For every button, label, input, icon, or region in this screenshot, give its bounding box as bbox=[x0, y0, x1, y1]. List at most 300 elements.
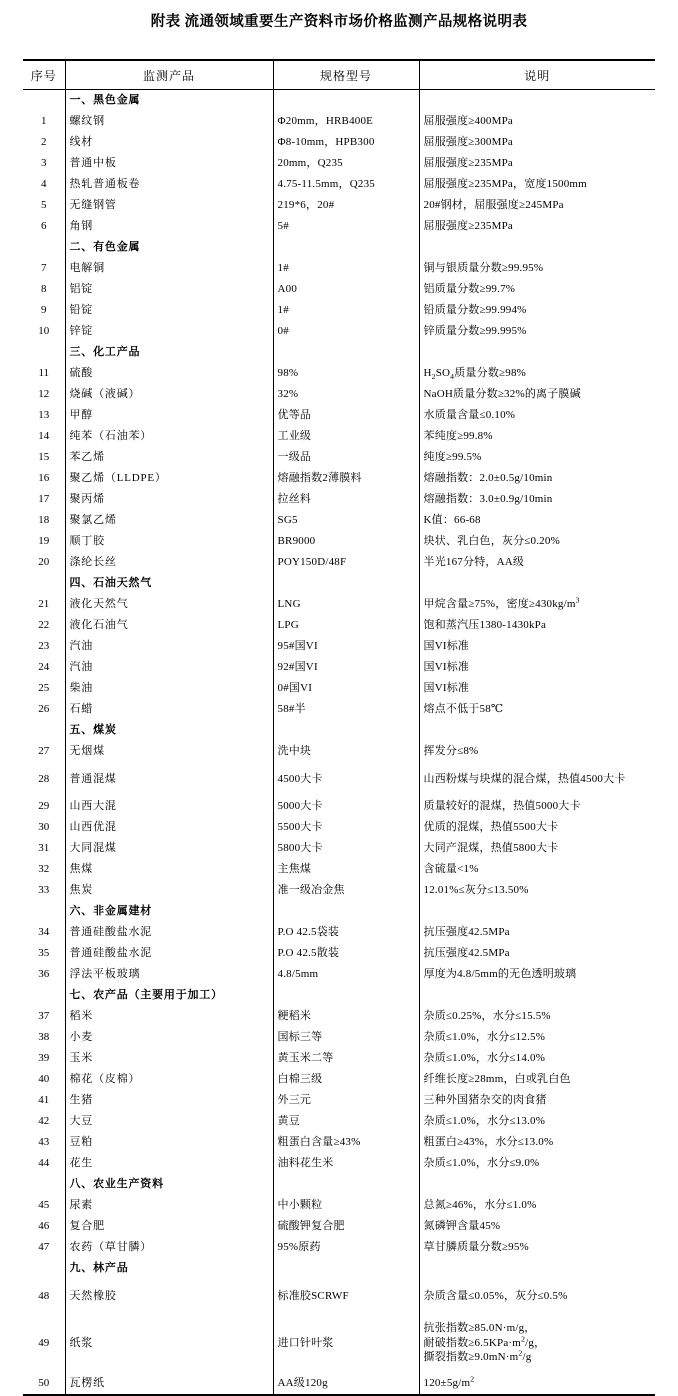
product-name: 柴油 bbox=[65, 678, 273, 699]
table-row bbox=[23, 699, 655, 720]
row-number: 37 bbox=[23, 1006, 65, 1027]
table-row bbox=[23, 1069, 655, 1090]
section-row-spec-cell bbox=[273, 720, 419, 741]
product-name: 棉花（皮棉） bbox=[65, 1069, 273, 1090]
row-number: 24 bbox=[23, 657, 65, 678]
section-title: 九、林产品 bbox=[65, 1258, 273, 1279]
section-row-no-cell bbox=[23, 1174, 65, 1195]
product-spec: 熔融指数2薄膜料 bbox=[273, 468, 419, 489]
product-name: 豆粕 bbox=[65, 1132, 273, 1153]
product-name: 天然橡胶 bbox=[65, 1279, 273, 1313]
product-description: 抗压强度42.5MPa bbox=[419, 943, 655, 964]
table-row bbox=[23, 615, 655, 636]
table-row bbox=[23, 132, 655, 153]
product-description: $120\pm 5g/m^2$ bbox=[419, 1373, 655, 1395]
product-description: 铝质量分数≥99.7% bbox=[419, 279, 655, 300]
product-name: 普通混煤 bbox=[65, 762, 273, 796]
table-row bbox=[23, 817, 655, 838]
product-spec: 4.8/5mm bbox=[273, 964, 419, 985]
product-spec: 0#国VI bbox=[273, 678, 419, 699]
row-number: 5 bbox=[23, 195, 65, 216]
product-name: 焦煤 bbox=[65, 859, 273, 880]
product-name: 甲醇 bbox=[65, 405, 273, 426]
product-spec: 1# bbox=[273, 258, 419, 279]
section-row-spec-cell bbox=[273, 1258, 419, 1279]
table-row bbox=[23, 922, 655, 943]
page-title: 附表 流通领域重要生产资料市场价格监测产品规格说明表 bbox=[150, 14, 528, 30]
product-spec: Φ8-10mm，HPB300 bbox=[273, 132, 419, 153]
product-name: 螺纹钢 bbox=[65, 111, 273, 132]
table-row bbox=[23, 1313, 655, 1373]
table-row bbox=[23, 174, 655, 195]
section-title: 一、黑色金属 bbox=[65, 90, 273, 112]
product-spec: 0# bbox=[273, 321, 419, 342]
column-header-no: 序号 bbox=[23, 60, 65, 90]
product-name: 普通硅酸盐水泥 bbox=[65, 922, 273, 943]
table-row bbox=[23, 468, 655, 489]
product-description: 铅质量分数≥99.994% bbox=[419, 300, 655, 321]
product-spec: 219*6，20# bbox=[273, 195, 419, 216]
product-spec: 32% bbox=[273, 384, 419, 405]
product-description: 杂质≤0.25%，水分≤15.5% bbox=[419, 1006, 655, 1027]
product-spec: 20mm，Q235 bbox=[273, 153, 419, 174]
product-description: 熔点不低于58℃ bbox=[419, 699, 655, 720]
table-row bbox=[23, 300, 655, 321]
section-row-spec-cell bbox=[273, 90, 419, 112]
product-name: 浮法平板玻璃 bbox=[65, 964, 273, 985]
product-spec: 优等品 bbox=[273, 405, 419, 426]
row-number: 47 bbox=[23, 1237, 65, 1258]
row-number: 11 bbox=[23, 363, 65, 384]
product-description: 抗压强度42.5MPa bbox=[419, 922, 655, 943]
row-number: 2 bbox=[23, 132, 65, 153]
product-name: 山西优混 bbox=[65, 817, 273, 838]
product-name: 线材 bbox=[65, 132, 273, 153]
product-name: 电解铜 bbox=[65, 258, 273, 279]
product-description: K值：66-68 bbox=[419, 510, 655, 531]
table-row bbox=[23, 426, 655, 447]
section-header-row bbox=[23, 720, 655, 741]
row-number: 36 bbox=[23, 964, 65, 985]
table-row bbox=[23, 384, 655, 405]
section-row-desc-cell bbox=[419, 901, 655, 922]
section-row-no-cell bbox=[23, 342, 65, 363]
section-title: 五、煤炭 bbox=[65, 720, 273, 741]
table-row bbox=[23, 552, 655, 573]
product-description: 大同产混煤，热值5800大卡 bbox=[419, 838, 655, 859]
table-row bbox=[23, 489, 655, 510]
section-header-row bbox=[23, 90, 655, 112]
row-number: 16 bbox=[23, 468, 65, 489]
product-description: 三种外国猪杂交的肉食猪 bbox=[419, 1090, 655, 1111]
row-number: 50 bbox=[23, 1373, 65, 1395]
section-header-row bbox=[23, 237, 655, 258]
section-header-row bbox=[23, 1258, 655, 1279]
product-spec: 主焦煤 bbox=[273, 859, 419, 880]
product-spec: 58#半 bbox=[273, 699, 419, 720]
row-number: 29 bbox=[23, 796, 65, 817]
product-name: 普通硅酸盐水泥 bbox=[65, 943, 273, 964]
table-row bbox=[23, 216, 655, 237]
section-row-desc-cell bbox=[419, 1174, 655, 1195]
row-number: 18 bbox=[23, 510, 65, 531]
row-number: 4 bbox=[23, 174, 65, 195]
section-row-desc-cell bbox=[419, 985, 655, 1006]
product-spec: 5000大卡 bbox=[273, 796, 419, 817]
table-row bbox=[23, 657, 655, 678]
table-row bbox=[23, 1048, 655, 1069]
section-title: 八、农业生产资料 bbox=[65, 1174, 273, 1195]
product-name: 石蜡 bbox=[65, 699, 273, 720]
product-spec: 95%原药 bbox=[273, 1237, 419, 1258]
product-name: 大豆 bbox=[65, 1111, 273, 1132]
table-row bbox=[23, 111, 655, 132]
spec-table-container bbox=[23, 59, 655, 1396]
table-row bbox=[23, 153, 655, 174]
product-spec: 1# bbox=[273, 300, 419, 321]
product-name: 汽油 bbox=[65, 636, 273, 657]
product-spec: 粳稻米 bbox=[273, 1006, 419, 1027]
product-spec: 硫酸钾复合肥 bbox=[273, 1216, 419, 1237]
product-spec: 外三元 bbox=[273, 1090, 419, 1111]
table-row bbox=[23, 636, 655, 657]
table-row bbox=[23, 964, 655, 985]
section-title: 二、有色金属 bbox=[65, 237, 273, 258]
section-row-no-cell bbox=[23, 90, 65, 112]
section-row-spec-cell bbox=[273, 573, 419, 594]
table-row bbox=[23, 678, 655, 699]
table-row bbox=[23, 741, 655, 762]
table-row bbox=[23, 531, 655, 552]
product-description: 总氮≥46%，水分≤1.0% bbox=[419, 1195, 655, 1216]
product-description: 含硫量<1% bbox=[419, 859, 655, 880]
product-description: 屈服强度≥235MPa bbox=[419, 153, 655, 174]
row-number: 46 bbox=[23, 1216, 65, 1237]
section-row-no-cell bbox=[23, 573, 65, 594]
product-name: 液化天然气 bbox=[65, 594, 273, 615]
product-description: 水质量含量≤0.10% bbox=[419, 405, 655, 426]
product-name: 复合肥 bbox=[65, 1216, 273, 1237]
product-spec: 油料花生米 bbox=[273, 1153, 419, 1174]
row-number: 33 bbox=[23, 880, 65, 901]
product-description: 铜与银质量分数≥99.95% bbox=[419, 258, 655, 279]
product-description: 屈服强度≥400MPa bbox=[419, 111, 655, 132]
table-row bbox=[23, 838, 655, 859]
table-row bbox=[23, 447, 655, 468]
row-number: 22 bbox=[23, 615, 65, 636]
row-number: 41 bbox=[23, 1090, 65, 1111]
product-name: 烧碱（液碱） bbox=[65, 384, 273, 405]
section-row-desc-cell bbox=[419, 90, 655, 112]
product-description: 杂质≤1.0%，水分≤14.0% bbox=[419, 1048, 655, 1069]
product-name: 生猪 bbox=[65, 1090, 273, 1111]
product-spec: 进口针叶浆 bbox=[273, 1313, 419, 1373]
product-spec: 5800大卡 bbox=[273, 838, 419, 859]
product-description: 杂质含量≤0.05%，灰分≤0.5% bbox=[419, 1279, 655, 1313]
product-name: 无缝钢管 bbox=[65, 195, 273, 216]
table-row bbox=[23, 1216, 655, 1237]
product-spec: Φ20mm，HRB400E bbox=[273, 111, 419, 132]
product-name: 焦炭 bbox=[65, 880, 273, 901]
section-header-row bbox=[23, 901, 655, 922]
row-number: 26 bbox=[23, 699, 65, 720]
row-number: 10 bbox=[23, 321, 65, 342]
row-number: 48 bbox=[23, 1279, 65, 1313]
row-number: 9 bbox=[23, 300, 65, 321]
product-name: 无烟煤 bbox=[65, 741, 273, 762]
product-spec: 标准胶SCRWF bbox=[273, 1279, 419, 1313]
product-spec: 4500大卡 bbox=[273, 762, 419, 796]
product-description: 抗张指数≥85.0N·m/g， 耐破指数$\ge 6.5KPa\cdot m^2/g$， 撕裂指数$\ge 9.0mN\cdot m^2/g$ bbox=[419, 1313, 655, 1373]
product-name: 农药（草甘膦） bbox=[65, 1237, 273, 1258]
section-header-row bbox=[23, 342, 655, 363]
table-row bbox=[23, 1195, 655, 1216]
table-row bbox=[23, 195, 655, 216]
product-spec: LPG bbox=[273, 615, 419, 636]
product-name: 硫酸 bbox=[65, 363, 273, 384]
product-description: 块状、乳白色，灰分≤0.20% bbox=[419, 531, 655, 552]
product-name: 苯乙烯 bbox=[65, 447, 273, 468]
row-number: 40 bbox=[23, 1069, 65, 1090]
section-row-desc-cell bbox=[419, 342, 655, 363]
product-description: 国VI标准 bbox=[419, 678, 655, 699]
product-spec: A00 bbox=[273, 279, 419, 300]
section-row-no-cell bbox=[23, 720, 65, 741]
row-number: 30 bbox=[23, 817, 65, 838]
product-spec: 黄玉米二等 bbox=[273, 1048, 419, 1069]
section-title: 六、非金属建材 bbox=[65, 901, 273, 922]
product-spec: LNG bbox=[273, 594, 419, 615]
product-name: 山西大混 bbox=[65, 796, 273, 817]
product-name: 铝锭 bbox=[65, 279, 273, 300]
product-spec: 一级品 bbox=[273, 447, 419, 468]
product-description: 质量较好的混煤，热值5000大卡 bbox=[419, 796, 655, 817]
product-description: 熔融指数：2.0±0.5g/10min bbox=[419, 468, 655, 489]
product-spec: P.O 42.5袋装 bbox=[273, 922, 419, 943]
section-row-desc-cell bbox=[419, 573, 655, 594]
section-row-no-cell bbox=[23, 901, 65, 922]
row-number: 38 bbox=[23, 1027, 65, 1048]
section-title: 三、化工产品 bbox=[65, 342, 273, 363]
table-row bbox=[23, 258, 655, 279]
product-name: 热轧普通板卷 bbox=[65, 174, 273, 195]
table-row bbox=[23, 1027, 655, 1048]
product-name: 汽油 bbox=[65, 657, 273, 678]
product-description: $H_2SO_4$质量分数≥98% bbox=[419, 363, 655, 384]
product-spec: 拉丝料 bbox=[273, 489, 419, 510]
product-spec: BR9000 bbox=[273, 531, 419, 552]
row-number: 3 bbox=[23, 153, 65, 174]
section-row-desc-cell bbox=[419, 720, 655, 741]
table-body bbox=[23, 90, 655, 1396]
product-description: 纯度≥99.5% bbox=[419, 447, 655, 468]
row-number: 20 bbox=[23, 552, 65, 573]
product-description: 氮磷钾含量45% bbox=[419, 1216, 655, 1237]
product-description: 挥发分≤8% bbox=[419, 741, 655, 762]
product-name: 玉米 bbox=[65, 1048, 273, 1069]
column-header-product: 监测产品 bbox=[65, 60, 273, 90]
table-header-row bbox=[23, 60, 655, 90]
section-row-no-cell bbox=[23, 1258, 65, 1279]
product-name: 顺丁胶 bbox=[65, 531, 273, 552]
section-title: 四、石油天然气 bbox=[65, 573, 273, 594]
product-description: 锌质量分数≥99.995% bbox=[419, 321, 655, 342]
table-row bbox=[23, 363, 655, 384]
product-description: 杂质≤1.0%，水分≤12.5% bbox=[419, 1027, 655, 1048]
product-spec: 工业级 bbox=[273, 426, 419, 447]
product-description: 厚度为4.8/5mm的无色透明玻璃 bbox=[419, 964, 655, 985]
section-row-spec-cell bbox=[273, 1174, 419, 1195]
product-description: 粗蛋白≥43%，水分≤13.0% bbox=[419, 1132, 655, 1153]
product-description: 屈服强度≥235MPa bbox=[419, 216, 655, 237]
product-spec: 5# bbox=[273, 216, 419, 237]
product-description: 纤维长度≥28mm，白或乳白色 bbox=[419, 1069, 655, 1090]
product-name: 涤纶长丝 bbox=[65, 552, 273, 573]
row-number: 13 bbox=[23, 405, 65, 426]
row-number: 34 bbox=[23, 922, 65, 943]
row-number: 25 bbox=[23, 678, 65, 699]
column-header-desc: 说明 bbox=[419, 60, 655, 90]
row-number: 21 bbox=[23, 594, 65, 615]
product-spec: P.O 42.5散装 bbox=[273, 943, 419, 964]
product-spec: 国标三等 bbox=[273, 1027, 419, 1048]
section-row-spec-cell bbox=[273, 342, 419, 363]
product-spec: 准一级冶金焦 bbox=[273, 880, 419, 901]
section-row-spec-cell bbox=[273, 985, 419, 1006]
row-number: 28 bbox=[23, 762, 65, 796]
product-description: 山西粉煤与块煤的混合煤，热值4500大卡 bbox=[419, 762, 655, 796]
table-row bbox=[23, 405, 655, 426]
product-name: 聚乙烯（LLDPE） bbox=[65, 468, 273, 489]
row-number: 23 bbox=[23, 636, 65, 657]
row-number: 45 bbox=[23, 1195, 65, 1216]
product-name: 锌锭 bbox=[65, 321, 273, 342]
table-row bbox=[23, 594, 655, 615]
product-name: 液化石油气 bbox=[65, 615, 273, 636]
section-row-no-cell bbox=[23, 985, 65, 1006]
row-number: 35 bbox=[23, 943, 65, 964]
product-description: 优质的混煤，热值5500大卡 bbox=[419, 817, 655, 838]
row-number: 14 bbox=[23, 426, 65, 447]
row-number: 42 bbox=[23, 1111, 65, 1132]
product-description: 饱和蒸汽压1380-1430kPa bbox=[419, 615, 655, 636]
product-name: 瓦楞纸 bbox=[65, 1373, 273, 1395]
section-header-row bbox=[23, 573, 655, 594]
product-name: 纸浆 bbox=[65, 1313, 273, 1373]
product-name: 尿素 bbox=[65, 1195, 273, 1216]
product-spec: 中小颗粒 bbox=[273, 1195, 419, 1216]
product-description: 熔融指数：3.0±0.9g/10min bbox=[419, 489, 655, 510]
row-number: 32 bbox=[23, 859, 65, 880]
product-spec-table bbox=[23, 59, 655, 1396]
product-name: 稻米 bbox=[65, 1006, 273, 1027]
product-description: 屈服强度≥300MPa bbox=[419, 132, 655, 153]
table-header bbox=[23, 60, 655, 90]
section-header-row bbox=[23, 985, 655, 1006]
product-description: 国VI标准 bbox=[419, 657, 655, 678]
row-number: 43 bbox=[23, 1132, 65, 1153]
section-row-spec-cell bbox=[273, 901, 419, 922]
table-row bbox=[23, 1237, 655, 1258]
product-spec: 黄豆 bbox=[273, 1111, 419, 1132]
product-description: 半光167分特，AA级 bbox=[419, 552, 655, 573]
product-name: 角钢 bbox=[65, 216, 273, 237]
product-spec: 洗中块 bbox=[273, 741, 419, 762]
product-spec: 4.75-11.5mm，Q235 bbox=[273, 174, 419, 195]
table-row bbox=[23, 1153, 655, 1174]
section-header-row bbox=[23, 1174, 655, 1195]
product-description: 屈服强度≥235MPa，宽度1500mm bbox=[419, 174, 655, 195]
section-title: 七、农产品（主要用于加工） bbox=[65, 985, 273, 1006]
table-row bbox=[23, 1279, 655, 1313]
row-number: 8 bbox=[23, 279, 65, 300]
table-row bbox=[23, 859, 655, 880]
section-row-spec-cell bbox=[273, 237, 419, 258]
product-name: 铅锭 bbox=[65, 300, 273, 321]
product-description: 国VI标准 bbox=[419, 636, 655, 657]
section-row-desc-cell bbox=[419, 1258, 655, 1279]
product-name: 花生 bbox=[65, 1153, 273, 1174]
table-row bbox=[23, 510, 655, 531]
product-spec: 98% bbox=[273, 363, 419, 384]
column-header-spec: 规格型号 bbox=[273, 60, 419, 90]
product-spec: SG5 bbox=[273, 510, 419, 531]
section-row-no-cell bbox=[23, 237, 65, 258]
row-number: 31 bbox=[23, 838, 65, 859]
table-row bbox=[23, 1111, 655, 1132]
product-description: 草甘膦质量分数≥95% bbox=[419, 1237, 655, 1258]
row-number: 6 bbox=[23, 216, 65, 237]
product-name: 纯苯（石油苯） bbox=[65, 426, 273, 447]
row-number: 49 bbox=[23, 1313, 65, 1373]
product-description: 甲烷含量≥75%，密度$\ge 430kg/m^3$ bbox=[419, 594, 655, 615]
table-row bbox=[23, 1132, 655, 1153]
product-name: 聚氯乙烯 bbox=[65, 510, 273, 531]
product-spec: 粗蛋白含量≥43% bbox=[273, 1132, 419, 1153]
product-name: 小麦 bbox=[65, 1027, 273, 1048]
table-row bbox=[23, 796, 655, 817]
table-row bbox=[23, 943, 655, 964]
row-number: 39 bbox=[23, 1048, 65, 1069]
table-row bbox=[23, 1090, 655, 1111]
product-name: 聚丙烯 bbox=[65, 489, 273, 510]
row-number: 27 bbox=[23, 741, 65, 762]
product-description: 12.01%≤灰分≤13.50% bbox=[419, 880, 655, 901]
product-description: 杂质≤1.0%，水分≤13.0% bbox=[419, 1111, 655, 1132]
product-name: 普通中板 bbox=[65, 153, 273, 174]
table-row bbox=[23, 321, 655, 342]
row-number: 44 bbox=[23, 1153, 65, 1174]
row-number: 15 bbox=[23, 447, 65, 468]
row-number: 1 bbox=[23, 111, 65, 132]
row-number: 7 bbox=[23, 258, 65, 279]
row-number: 12 bbox=[23, 384, 65, 405]
table-row bbox=[23, 1373, 655, 1395]
product-description: NaOH质量分数≥32%的离子膜碱 bbox=[419, 384, 655, 405]
table-row bbox=[23, 880, 655, 901]
product-description: 杂质≤1.0%，水分≤9.0% bbox=[419, 1153, 655, 1174]
product-spec: 92#国VI bbox=[273, 657, 419, 678]
product-spec: POY150D/48F bbox=[273, 552, 419, 573]
row-number: 19 bbox=[23, 531, 65, 552]
table-row bbox=[23, 762, 655, 796]
table-row bbox=[23, 279, 655, 300]
product-description: 20#钢材，屈服强度≥245MPa bbox=[419, 195, 655, 216]
section-row-desc-cell bbox=[419, 237, 655, 258]
product-spec: 5500大卡 bbox=[273, 817, 419, 838]
table-row bbox=[23, 1006, 655, 1027]
product-description: 苯纯度≥99.8% bbox=[419, 426, 655, 447]
